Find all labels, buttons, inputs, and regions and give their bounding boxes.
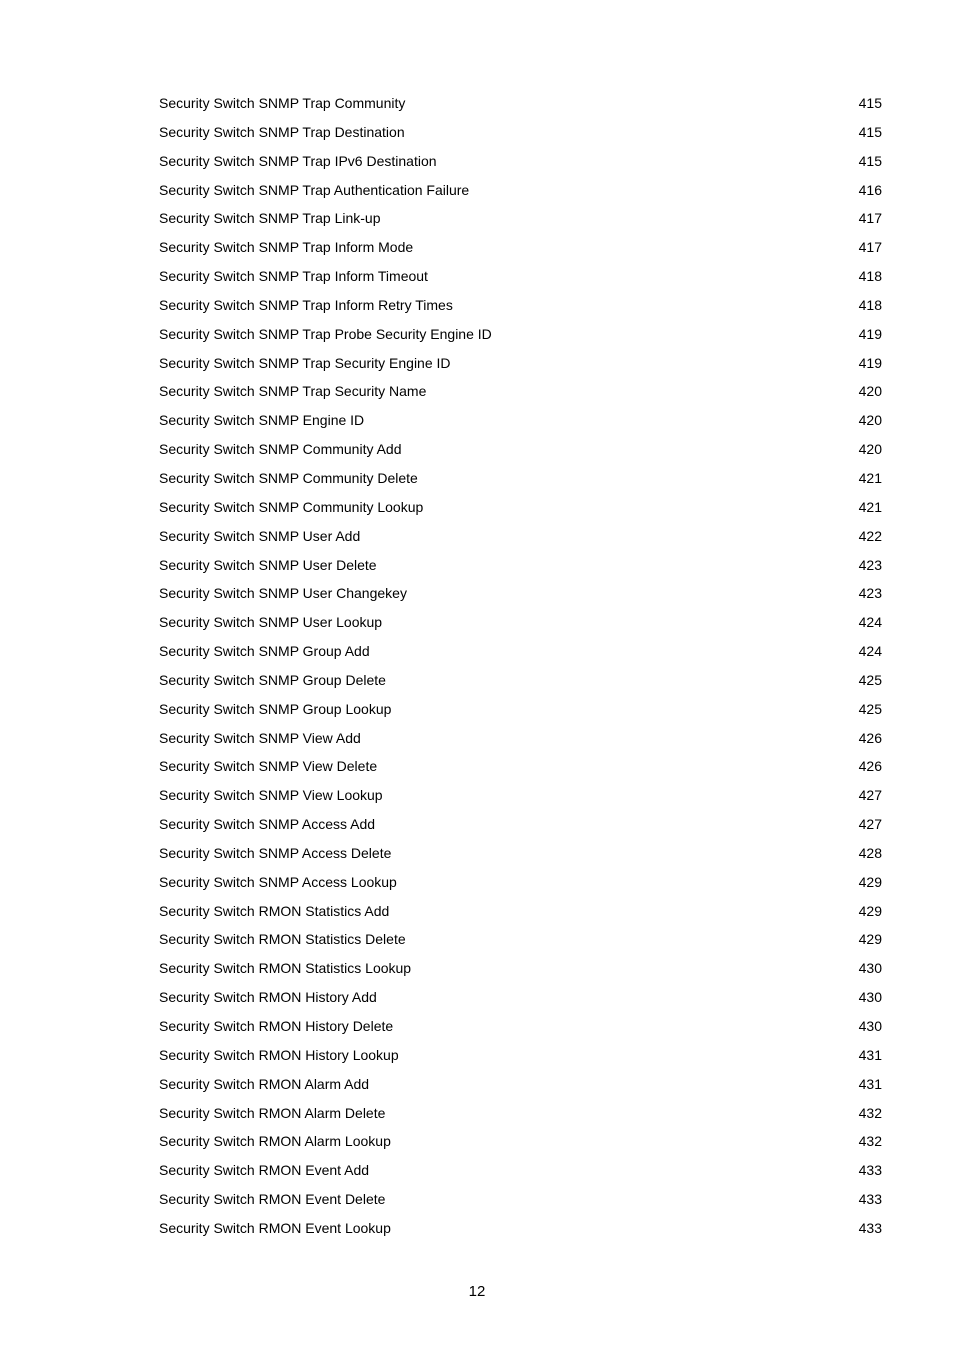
toc-entry[interactable]: [159, 324, 882, 353]
toc-entry[interactable]: [159, 814, 882, 843]
toc-entry-title[interactable]: Security Switch RMON Event Add: [159, 1162, 370, 1179]
dot-leader: [392, 857, 857, 858]
toc-entry[interactable]: [159, 872, 882, 901]
toc-entry[interactable]: [159, 295, 882, 324]
dot-leader: [419, 482, 858, 483]
toc-entry-page[interactable]: 417: [858, 210, 882, 227]
toc-entry-title[interactable]: Security Switch RMON Statistics Add: [159, 902, 390, 919]
dot-leader: [400, 1059, 858, 1060]
toc-entry-page[interactable]: 418: [858, 268, 882, 285]
dot-leader: [378, 569, 858, 570]
dot-leader: [493, 338, 858, 339]
page-number: 12: [468, 1283, 486, 1300]
toc-entry-page[interactable]: 416: [858, 181, 882, 198]
toc-entry-page[interactable]: 419: [858, 325, 882, 342]
dot-leader: [407, 943, 858, 944]
dot-leader: [370, 1174, 858, 1175]
dot-leader: [392, 1232, 858, 1233]
toc-entry-title[interactable]: Security Switch RMON Statistics Delete: [159, 931, 406, 948]
toc-entry-title[interactable]: Security Switch RMON Event Delete: [159, 1191, 386, 1208]
dot-leader: [376, 828, 858, 829]
toc-entry[interactable]: [159, 901, 882, 930]
toc-entry-page[interactable]: 429: [858, 873, 882, 890]
toc-entry-title[interactable]: Security Switch SNMP User Add: [159, 527, 361, 544]
toc-entry-page[interactable]: 421: [858, 498, 882, 515]
toc-entry[interactable]: [159, 122, 882, 151]
toc-entry[interactable]: [159, 555, 882, 584]
toc-entry-page[interactable]: 425: [858, 700, 882, 717]
toc-entry[interactable]: [159, 468, 882, 497]
dot-leader: [378, 770, 858, 771]
toc-entry[interactable]: [159, 1131, 882, 1160]
toc-entry-title[interactable]: Security Switch SNMP Trap Inform Timeout: [159, 268, 428, 285]
toc-entry[interactable]: [159, 843, 882, 872]
toc-entry-page[interactable]: 420: [858, 383, 882, 400]
dot-leader: [390, 915, 857, 916]
toc-entry-page[interactable]: 430: [858, 989, 882, 1006]
table-of-contents: [159, 93, 882, 1247]
dot-leader: [365, 424, 857, 425]
toc-entry[interactable]: [159, 1045, 882, 1074]
toc-entry-page[interactable]: 430: [858, 1018, 882, 1034]
toc-entry-title[interactable]: Security Switch SNMP Community Add: [159, 441, 402, 458]
dot-leader: [386, 1117, 857, 1118]
toc-entry-page[interactable]: 432: [858, 1104, 882, 1121]
toc-entry[interactable]: [159, 728, 882, 757]
toc-entry[interactable]: [159, 497, 882, 526]
toc-entry[interactable]: [159, 785, 882, 814]
toc-entry-page[interactable]: 433: [858, 1162, 882, 1179]
toc-entry-title[interactable]: Security Switch SNMP Community Delete: [159, 469, 418, 486]
toc-entry[interactable]: [159, 670, 882, 699]
dot-leader: [403, 453, 858, 454]
toc-entry-page[interactable]: 420: [858, 441, 882, 458]
dot-leader: [406, 136, 858, 137]
toc-entry-page[interactable]: 422: [858, 527, 882, 544]
toc-entry-title[interactable]: Security Switch SNMP Engine ID: [159, 412, 365, 429]
dot-leader: [414, 251, 857, 252]
toc-entry-title[interactable]: Security Switch SNMP Community Lookup: [159, 498, 424, 515]
toc-entry-page[interactable]: 419: [858, 354, 882, 371]
toc-entry-title[interactable]: Security Switch SNMP Trap Link-up: [159, 210, 381, 227]
dot-leader: [398, 886, 858, 887]
toc-entry-title[interactable]: Security Switch SNMP User Changekey: [159, 585, 407, 602]
toc-entry-title[interactable]: Security Switch SNMP User Lookup: [159, 614, 383, 631]
toc-entry-title[interactable]: Security Switch SNMP Trap Inform Mode: [159, 239, 414, 256]
dot-leader: [406, 107, 857, 108]
toc-entry-title[interactable]: Security Switch RMON Statistics Lookup: [159, 960, 412, 977]
toc-entry-title[interactable]: Security Switch RMON Alarm Delete: [159, 1104, 386, 1121]
toc-entry-page[interactable]: 429: [858, 931, 882, 948]
toc-entry[interactable]: [159, 410, 882, 439]
dot-leader: [392, 1145, 858, 1146]
toc-entry[interactable]: [159, 641, 882, 670]
toc-entry-page[interactable]: 424: [858, 614, 882, 631]
toc-entry-title[interactable]: Security Switch RMON Alarm Lookup: [159, 1133, 391, 1150]
toc-entry-page[interactable]: 427: [858, 787, 882, 804]
dot-leader: [383, 626, 858, 627]
toc-entry[interactable]: [159, 1160, 882, 1189]
toc-entry-page[interactable]: 426: [858, 729, 882, 746]
toc-entry-title[interactable]: Security Switch SNMP Trap Destination: [159, 123, 405, 140]
toc-entry-title[interactable]: Security Switch RMON History Lookup: [159, 1046, 399, 1063]
toc-entry-title[interactable]: Security Switch SNMP Trap Probe Security Engine ID: [159, 325, 492, 342]
toc-entry-title[interactable]: Security Switch RMON Alarm Add: [159, 1075, 370, 1092]
dot-leader: [362, 742, 858, 743]
toc-entry-page[interactable]: 423: [858, 556, 882, 573]
toc-entry-page[interactable]: 423: [858, 585, 882, 602]
toc-entry[interactable]: [159, 1218, 882, 1247]
toc-entry-title[interactable]: Security Switch SNMP View Delete: [159, 758, 378, 775]
toc-entry-page[interactable]: 433: [858, 1191, 882, 1208]
toc-entry-page[interactable]: 425: [858, 671, 882, 688]
toc-entry-title[interactable]: Security Switch SNMP User Delete: [159, 556, 377, 573]
toc-entry-page[interactable]: 418: [858, 296, 882, 313]
toc-entry-page[interactable]: 430: [858, 960, 882, 977]
dot-leader: [387, 684, 858, 685]
toc-entry-title[interactable]: Security Switch SNMP Trap Security Name: [159, 383, 427, 400]
toc-entry-page[interactable]: 433: [858, 1219, 882, 1236]
toc-entry-page[interactable]: 420: [858, 412, 882, 429]
toc-entry[interactable]: [159, 612, 882, 641]
toc-entry-title[interactable]: Security Switch SNMP Trap Inform Retry Times: [159, 296, 453, 313]
toc-entry[interactable]: [159, 180, 882, 209]
toc-entry-title[interactable]: Security Switch SNMP Trap IPv6 Destination: [159, 152, 437, 169]
dot-leader: [427, 395, 857, 396]
toc-entry-title[interactable]: Security Switch SNMP View Lookup: [159, 787, 383, 804]
toc-entry[interactable]: [159, 756, 882, 785]
toc-entry-page[interactable]: 432: [858, 1133, 882, 1150]
toc-entry-page[interactable]: 417: [858, 239, 882, 256]
toc-entry-page[interactable]: 415: [858, 152, 882, 169]
toc-entry-title[interactable]: Security Switch SNMP Group Lookup: [159, 700, 392, 717]
toc-entry[interactable]: [159, 381, 882, 410]
toc-entry-title[interactable]: Security Switch SNMP Trap Authentication Failure: [159, 181, 470, 198]
dot-leader: [371, 655, 858, 656]
toc-entry[interactable]: [159, 237, 882, 266]
toc-entry[interactable]: [159, 699, 882, 728]
dot-leader: [424, 511, 857, 512]
toc-entry-page[interactable]: 431: [858, 1075, 882, 1092]
toc-entry[interactable]: [159, 583, 882, 612]
toc-entry[interactable]: [159, 1074, 882, 1103]
toc-entry-title[interactable]: Security Switch SNMP Trap Community: [159, 95, 406, 111]
toc-entry-title[interactable]: Security Switch SNMP Access Add: [159, 816, 376, 833]
toc-entry-page[interactable]: 429: [858, 902, 882, 919]
toc-entry[interactable]: [159, 929, 882, 958]
toc-entry-page[interactable]: 426: [858, 758, 882, 775]
dot-leader: [438, 165, 858, 166]
toc-entry-title[interactable]: Security Switch SNMP Group Delete: [159, 671, 386, 688]
toc-entry[interactable]: [159, 987, 882, 1016]
toc-entry[interactable]: [159, 266, 882, 295]
toc-entry-page[interactable]: 421: [858, 469, 882, 486]
toc-entry-title[interactable]: Security Switch SNMP Access Delete: [159, 844, 392, 861]
toc-entry-page[interactable]: 415: [858, 95, 882, 111]
toc-entry[interactable]: [159, 1016, 882, 1045]
toc-entry[interactable]: [159, 93, 882, 122]
toc-entry[interactable]: [159, 208, 882, 237]
dot-leader: [412, 972, 858, 973]
toc-entry[interactable]: [159, 958, 882, 987]
dot-leader: [382, 222, 858, 223]
toc-entry[interactable]: [159, 1103, 882, 1132]
dot-leader: [452, 367, 858, 368]
dot-leader: [454, 309, 858, 310]
dot-leader: [378, 1001, 858, 1002]
dot-leader: [470, 194, 857, 195]
dot-leader: [370, 1088, 858, 1089]
toc-entry[interactable]: [159, 439, 882, 468]
toc-entry-page[interactable]: 427: [858, 816, 882, 833]
dot-leader: [394, 1030, 857, 1031]
dot-leader: [386, 1203, 857, 1204]
dot-leader: [361, 540, 857, 541]
dot-leader: [408, 597, 858, 598]
toc-entry-page[interactable]: 431: [858, 1046, 882, 1063]
toc-entry-title[interactable]: Security Switch SNMP Group Add: [159, 643, 370, 660]
toc-entry[interactable]: [159, 151, 882, 180]
toc-entry-page[interactable]: 415: [858, 123, 882, 140]
toc-entry-title[interactable]: Security Switch RMON History Add: [159, 989, 377, 1006]
toc-entry[interactable]: [159, 526, 882, 555]
toc-entry-title[interactable]: Security Switch RMON History Delete: [159, 1018, 394, 1034]
toc-entry-title[interactable]: Security Switch SNMP Trap Security Engine ID: [159, 354, 451, 371]
dot-leader: [429, 280, 858, 281]
toc-entry-page[interactable]: 424: [858, 643, 882, 660]
dot-leader: [384, 799, 858, 800]
toc-entry-title[interactable]: Security Switch RMON Event Lookup: [159, 1219, 391, 1236]
toc-entry[interactable]: [159, 1189, 882, 1218]
dot-leader: [392, 713, 857, 714]
toc-entry-title[interactable]: Security Switch SNMP View Add: [159, 729, 361, 746]
toc-entry-title[interactable]: Security Switch SNMP Access Lookup: [159, 873, 397, 890]
toc-entry-page[interactable]: 428: [858, 844, 882, 861]
toc-entry[interactable]: [159, 353, 882, 382]
